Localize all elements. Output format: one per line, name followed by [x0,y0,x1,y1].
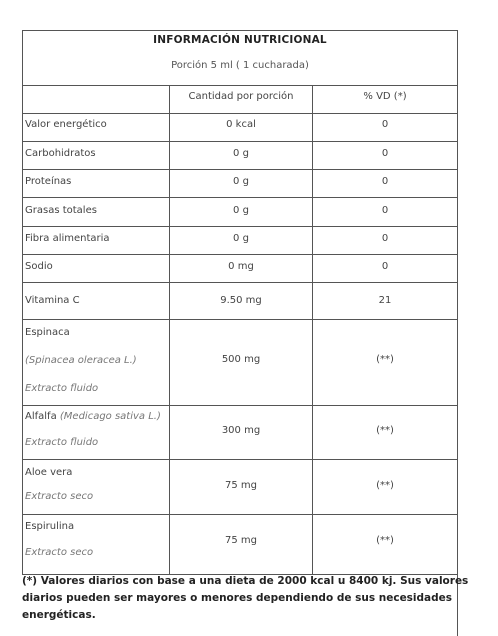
nutrient-vd: 0 [381,148,389,159]
extract-form: Extracto seco [25,547,94,558]
extract-amount: 300 mg [221,425,261,436]
extract-vd: (**) [376,354,394,365]
nutrient-amount: 0 kcal [226,119,256,130]
nutrient-name: Sodio [25,261,53,272]
header-vd: % VD (*) [363,91,407,102]
extract-amount: 75 mg [225,535,257,546]
row-divider [22,459,458,460]
extract-amount: 75 mg [225,480,257,491]
header-amount: Cantidad por porción [188,91,294,102]
extract-name: Espirulina [25,521,75,532]
extract-form: Extracto fluido [25,383,99,394]
extract-latin-name: (Medicago sativa L.) [59,411,161,422]
nutrient-amount: 0 g [233,148,249,159]
extract-vd: (**) [376,425,394,436]
table-title: INFORMACIÓN NUTRICIONAL [153,34,327,46]
extract-name-line [25,410,161,423]
nutrient-amount: 0 g [233,233,249,244]
extract-vd: (**) [376,535,394,546]
table-border-top [22,30,458,31]
nutrient-vd: 0 [381,176,389,187]
nutrient-name: Valor energético [25,119,107,130]
extract-name: Espinaca [25,327,70,338]
nutrient-amount: 9.50 mg [220,295,262,306]
row-divider [22,141,458,142]
row-divider [22,197,458,198]
nutrient-name: Fibra alimentaria [25,233,110,244]
extract-vd: (**) [376,480,394,491]
extract-form: Extracto seco [25,491,94,502]
row-divider [22,113,458,114]
row-divider [22,254,458,255]
table-border-right [457,30,458,636]
row-divider [22,169,458,170]
extract-name: Alfalfa [25,411,57,422]
row-divider [22,319,458,320]
extract-latin-name: (Spinacea oleracea L.) [25,355,137,366]
extract-amount: 500 mg [221,354,261,365]
extract-form: Extracto fluido [25,437,99,448]
daily-values-footnote: (*) Valores diarios con base a una dieta de 2000 kcal u 8400 kj. Sus valores diarios pueden ser mayores o menores dependiendo de sus necesidades energéticas. [22,575,469,621]
nutrient-vd: 0 [381,119,389,130]
row-divider [22,226,458,227]
nutrient-name: Grasas totales [25,205,97,216]
nutrient-vd: 21 [378,295,392,306]
nutrient-vd: 0 [381,205,389,216]
nutrient-amount: 0 g [233,176,249,187]
nutrient-amount: 0 g [233,205,249,216]
row-divider [22,514,458,515]
nutrient-name: Carbohidratos [25,148,96,159]
row-divider [22,405,458,406]
nutrient-name: Proteínas [25,176,72,187]
table-border-left [22,30,23,574]
row-divider [22,85,458,86]
nutrient-amount: 0 mg [228,261,254,272]
portion-size: Porción 5 ml ( 1 cucharada) [171,60,309,71]
extract-name: Aloe vera [25,467,73,478]
nutrient-vd: 0 [381,261,389,272]
row-divider [22,282,458,283]
nutrient-name: Vitamina C [25,295,80,306]
nutrient-vd: 0 [381,233,389,244]
